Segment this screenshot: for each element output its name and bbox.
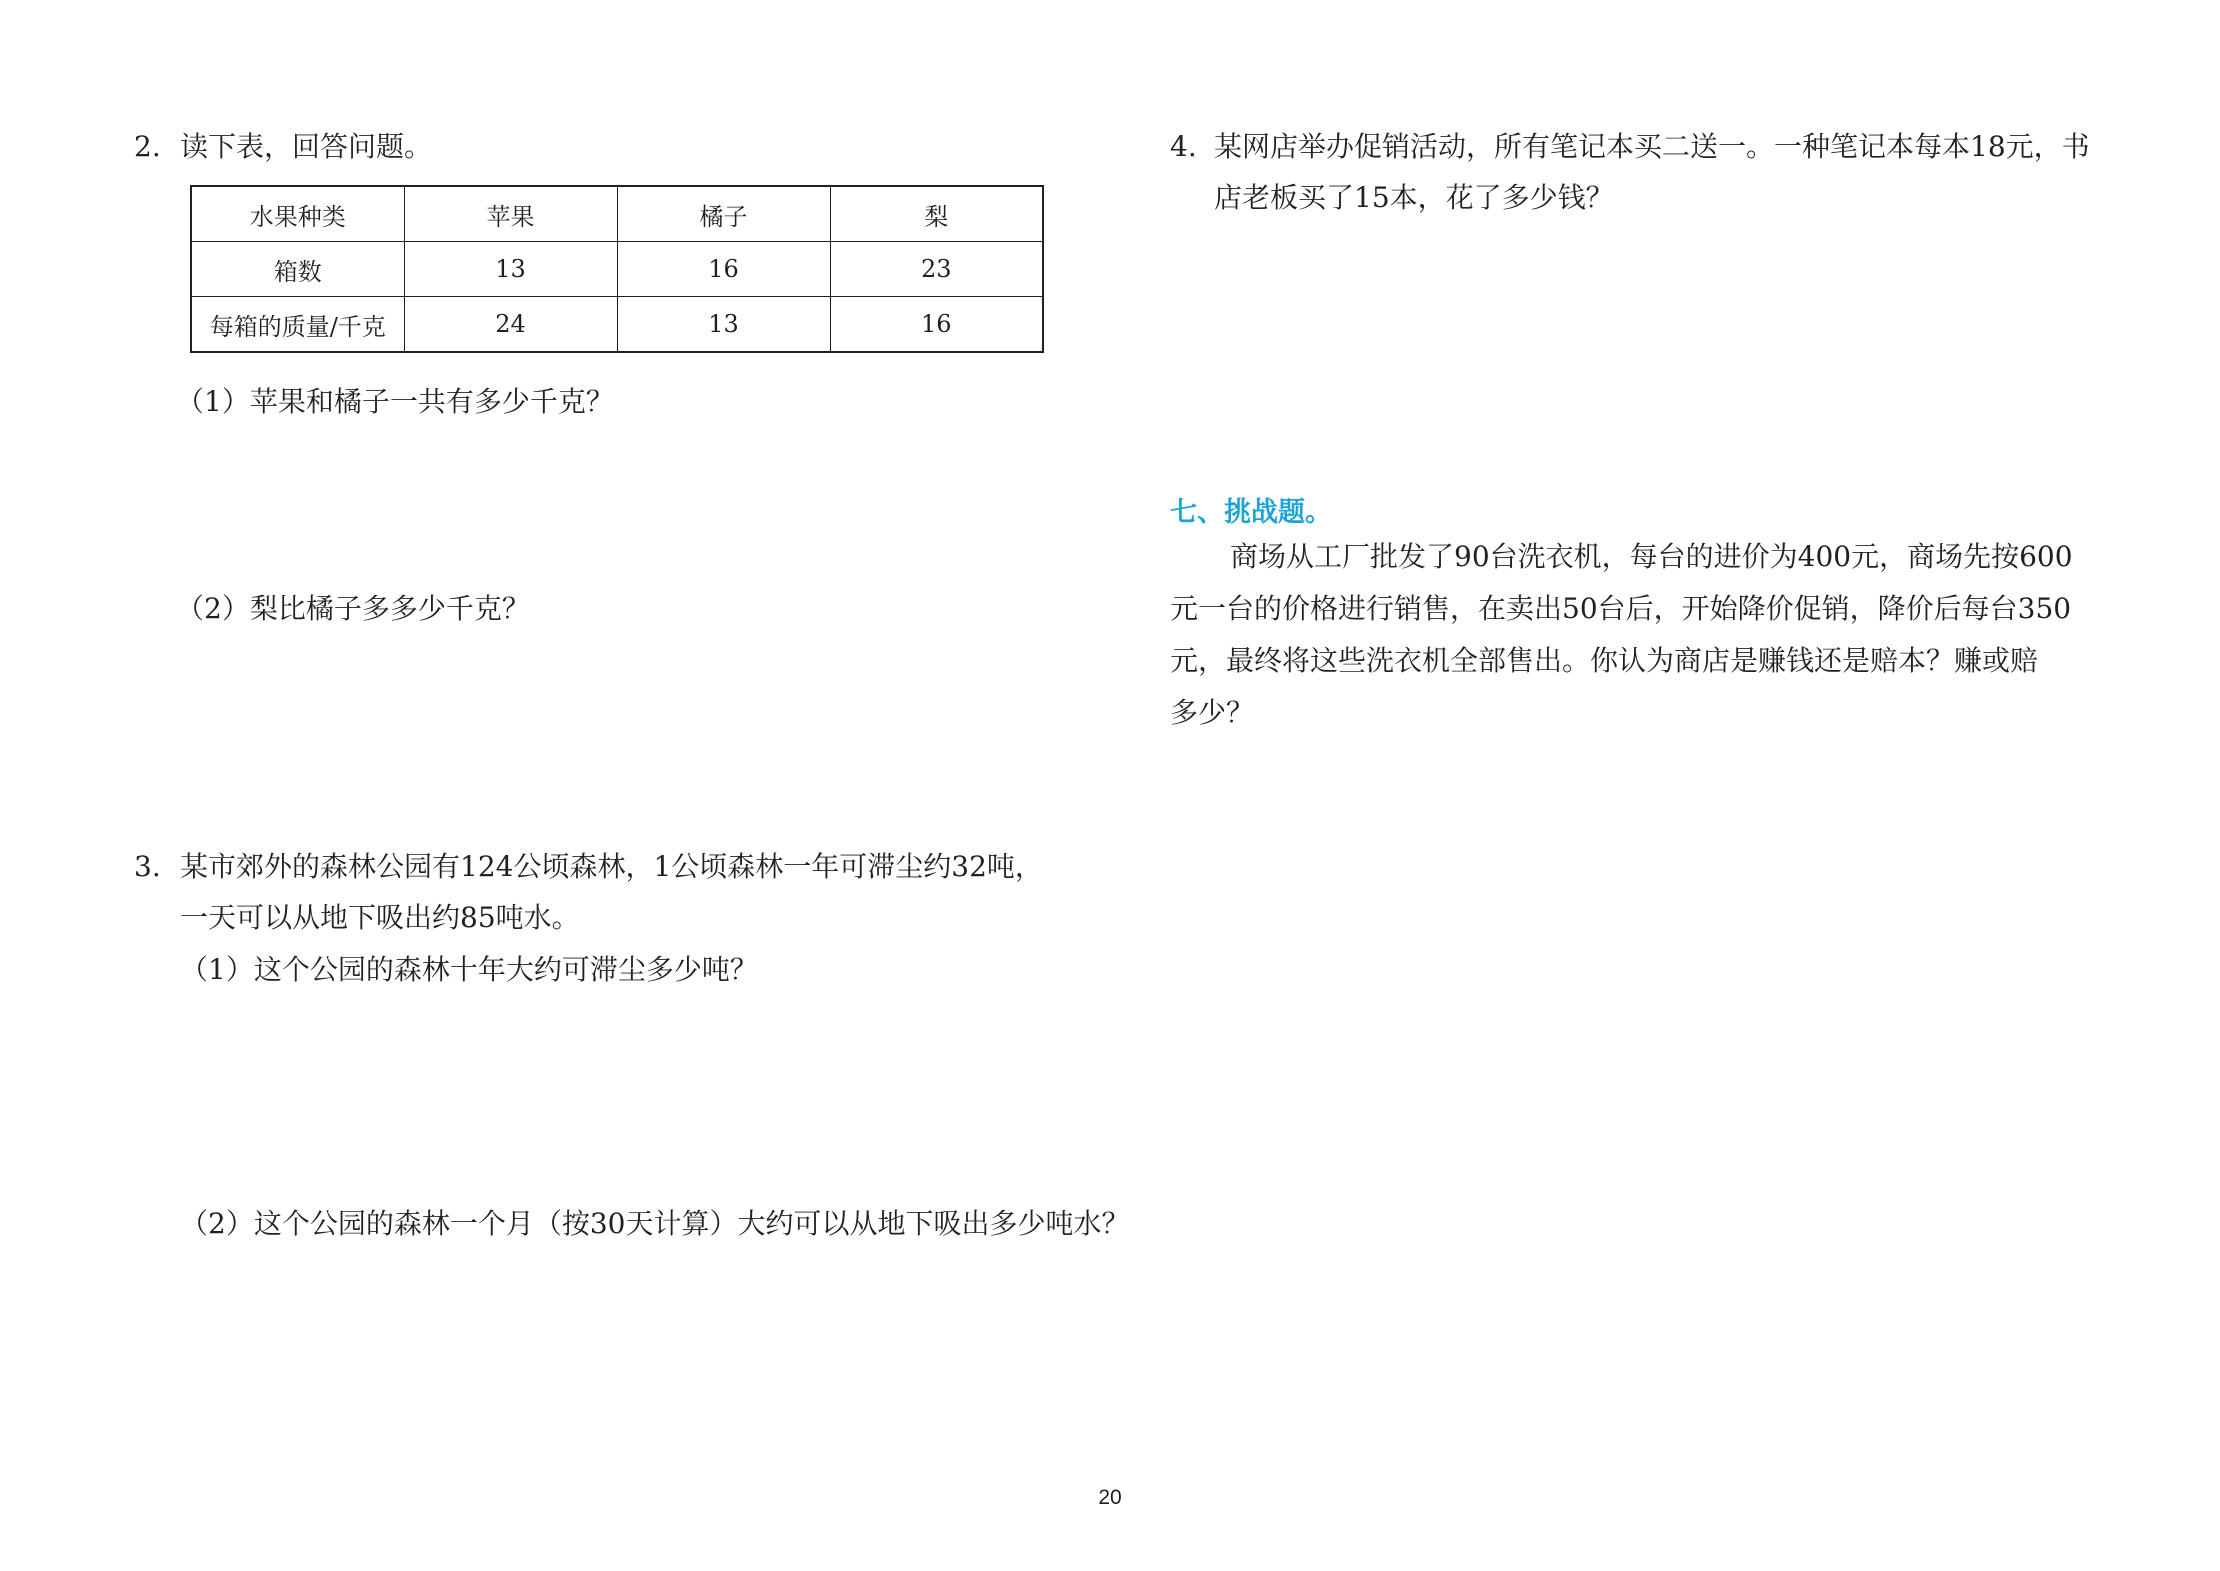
- page-number: 20: [1098, 1486, 1122, 1509]
- q3-sub1: （1）这个公园的森林十年大约可滞尘多少吨？: [180, 953, 758, 986]
- table-cell: 16: [830, 297, 1043, 353]
- table-cell: 24: [404, 297, 617, 353]
- fruit-table: [190, 185, 1044, 353]
- table-cell: 13: [404, 242, 617, 297]
- table-row: [191, 297, 1043, 353]
- table-cell: 水果种类: [191, 186, 404, 242]
- table-cell: 箱数: [191, 242, 404, 297]
- table-cell: 梨: [830, 186, 1043, 242]
- table-cell: 橘子: [617, 186, 830, 242]
- table-cell: 13: [617, 297, 830, 353]
- table-cell: 每箱的质量/千克: [191, 297, 404, 353]
- section7-line: 多少？: [1170, 696, 1255, 729]
- section-heading: 七、挑战题。: [1170, 497, 1332, 528]
- q2-sub2: （2）梨比橘子多多少千克？: [176, 592, 530, 625]
- table-cell: 23: [830, 242, 1043, 297]
- section7-line: 元一台的价格进行销售，在卖出50台后，开始降价促销，降价后每台350: [1170, 592, 2072, 625]
- q4-number: 4.: [1170, 130, 1197, 163]
- table-cell: 16: [617, 242, 830, 297]
- section7-line: 元，最终将这些洗衣机全部售出。你认为商店是赚钱还是赔本？赚或赔: [1170, 644, 2039, 677]
- q4-line1: 某网店举办促销活动，所有笔记本买二送一。一种笔记本每本18元，书: [1214, 130, 2090, 163]
- q3-number: 3.: [134, 850, 161, 883]
- q3-sub2: （2）这个公园的森林一个月（按30天计算）大约可以从地下吸出多少吨水？: [180, 1207, 1130, 1240]
- q2-number: 2.: [134, 130, 161, 163]
- table-header-row: [191, 186, 1043, 242]
- q3-line2: 一天可以从地下吸出约85吨水。: [180, 901, 580, 934]
- q2-prompt: 读下表，回答问题。: [180, 130, 433, 163]
- q3-line1: 某市郊外的森林公园有124公顷森林，1公顷森林一年可滞尘约32吨，: [180, 850, 1043, 883]
- table-cell: 苹果: [404, 186, 617, 242]
- section7-line: 商场从工厂批发了90台洗衣机，每台的进价为400元，商场先按600: [1230, 540, 2073, 573]
- q2-sub1: （1）苹果和橘子一共有多少千克？: [176, 385, 614, 418]
- table-row: [191, 242, 1043, 297]
- q4-line2: 店老板买了15本，花了多少钱？: [1214, 181, 1614, 214]
